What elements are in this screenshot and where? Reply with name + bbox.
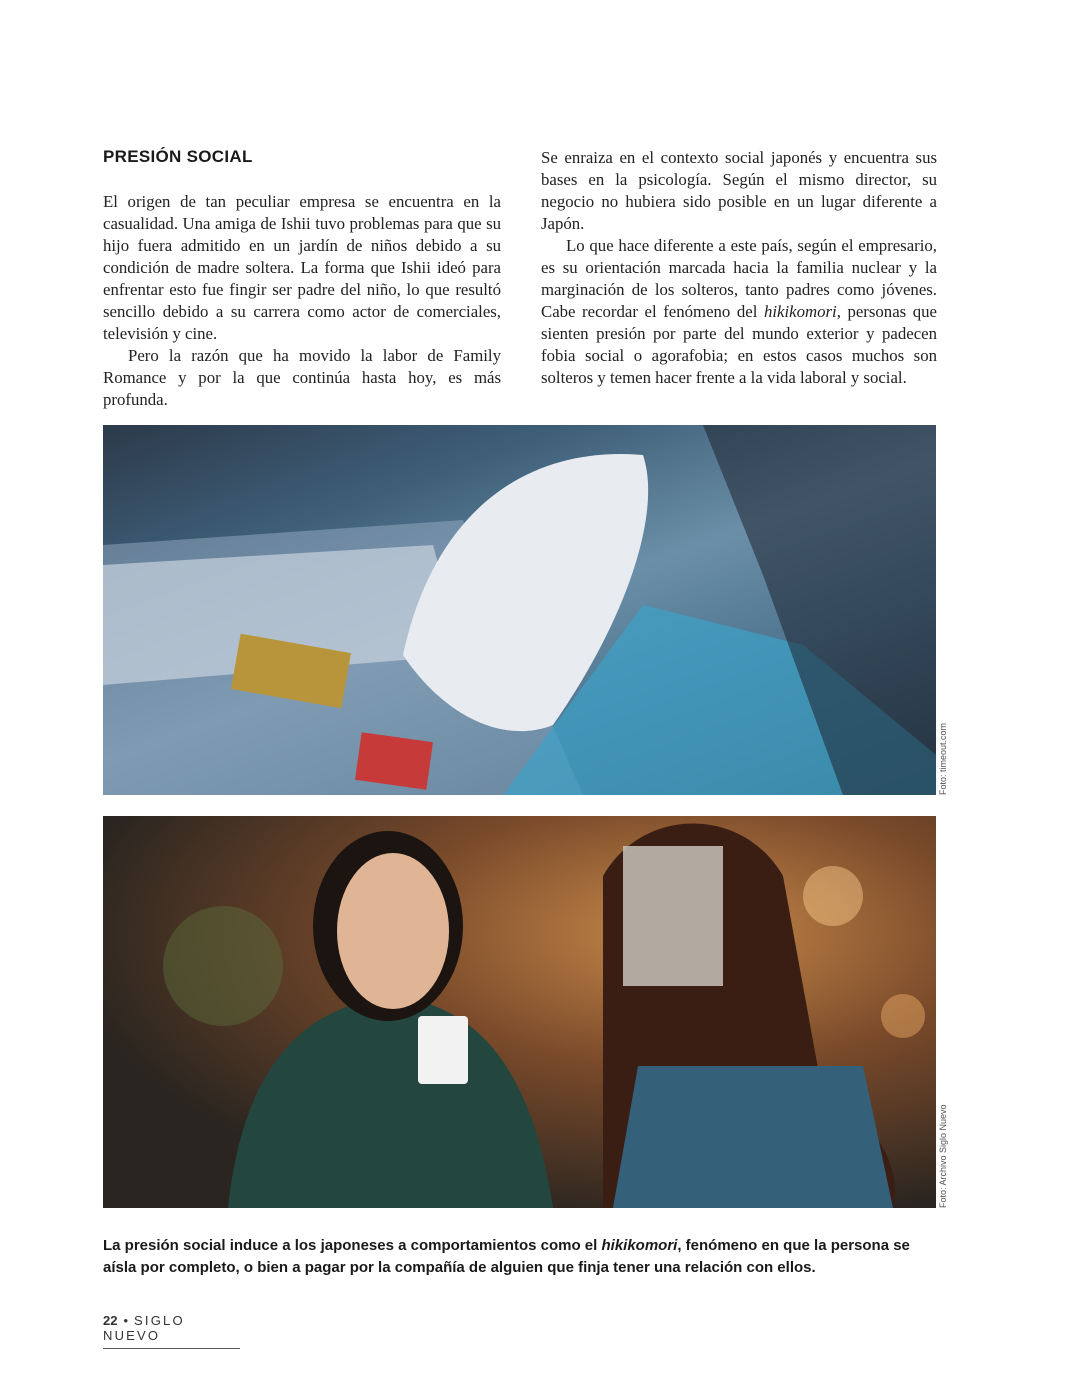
photo-illustration [103, 816, 936, 1208]
page-number: 22 [103, 1313, 118, 1328]
paragraph [541, 235, 937, 389]
hikikomori-term: hikikomori [763, 302, 837, 321]
photo-credit: Foto: timeout.com [938, 722, 948, 795]
photo-illustration [103, 425, 936, 795]
separator: • [123, 1313, 129, 1328]
page-footer [103, 1313, 240, 1349]
photo-two-women-coffee [103, 816, 936, 1208]
paragraph-text: , personas que sienten presión por parte del mundo exterior y padecen fobia social o agorafobia; en estos casos muchos son solteros y temen hacer frente a la vida laboral y social. [541, 302, 937, 387]
section-title: PRESIÓN SOCIAL [103, 147, 253, 166]
paragraph-text: Lo que hace diferente a este país, según el empresario, es su orientación marcada hacia la familia nuclear y la marginación de los solteros, tanto padres como jóvenes. Cabe recordar el fenómeno del [541, 236, 937, 321]
paragraph: Se enraiza en el contexto social japonés y encuentra sus bases en la psicología. Según el mismo director, su negocio no hubiera sido posible en un lugar diferente a Japón. [541, 148, 937, 233]
paragraph: Pero la razón que ha movido la labor de Family Romance y por la que continúa hasta hoy, es más profunda. [103, 346, 501, 409]
left-column [103, 191, 501, 411]
photo-caption [103, 1235, 943, 1279]
hikikomori-term: hikikomori [601, 1237, 678, 1254]
paragraph: El origen de tan peculiar empresa se encuentra en la casualidad. Una amiga de Ishii tuvo problemas para que su hijo fuera admitido en un jardín de niños debido a su condición de madre soltera. La forma que Ishii ideó para enfrentar esto fue fingir ser padre del niño, lo que resultó sencillo debido a su carrera como actor de comerciales, televisión y cine. [103, 192, 501, 343]
magazine-name: SIGLO NUEVO [103, 1313, 185, 1343]
caption-text: , fenómeno en que la persona se aísla por completo, o bien a pagar por la compañía de alguien que finja tener una relación con ellos. [103, 1237, 910, 1276]
right-column [541, 147, 937, 389]
caption-text: La presión social induce a los japoneses a comportamientos como el [103, 1237, 602, 1254]
photo-credit: Foto: Archivo Siglo Nuevo [938, 1104, 948, 1208]
photo-sheet-covered-girl [103, 425, 936, 795]
